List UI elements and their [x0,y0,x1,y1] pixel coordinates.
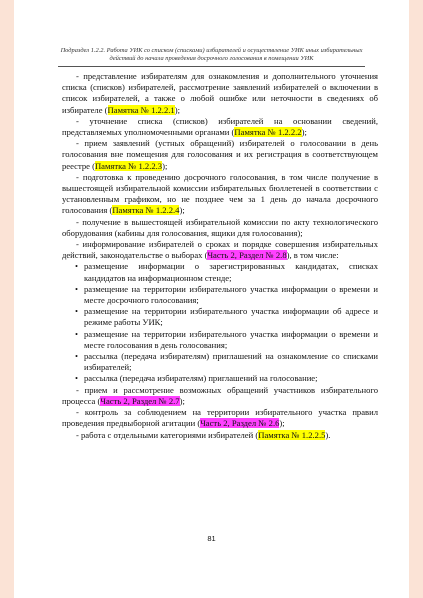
item-text: - контроль за соблюдением на территории избирательного участка правил проведения предвыборной агитации ( [62,407,378,429]
header-line-2: действий до начала проведения досрочного голосования в помещении УИК [109,55,314,62]
item-text: ); [179,205,185,216]
item-text: - уточнение списка (списков) избирателей на основании сведений, представляемых уполномоченными органами ( [62,115,378,138]
memo-link[interactable]: Памятка № 1.2.2.4 [112,205,180,216]
item-text: ); [301,127,307,138]
header-line-1: Подраздел 1.2.2. Работа УИК со списком (списками) избирателей и осуществление УИК иных избирательных [60,47,363,54]
item-text: - представление избирателям для ознакомления и дополнительного уточнения списка (списков) избирателей, рассмотрение заявлений избирателей о включении в список избирателей, а также о любой ошибке или неточности в сведениях об избирателе ( [62,71,378,115]
bullet-item: • рассылка (передача избирателям) приглашений на ознакомление со списками избирателей; [62,351,378,373]
header-rule [58,66,365,67]
list-item [62,239,378,261]
memo-link[interactable]: Памятка № 1.2.2.5 [258,429,326,440]
item-text: ); [162,160,168,171]
section-link[interactable]: Часть 2, Раздел № 2.7 [100,395,180,406]
item-text: - подготовка к проведению досрочного голосования, в том числе получение в вышестоящей избирательной комиссии избирательных бюллетеней в соответствии с установленным графиком, но не позднее чем за 1 день до начала досрочного голосования ( [62,171,378,216]
bullet-item: • размещение на территории избирательного участка информации о времени и месте голосования в день голосования; [62,329,378,351]
item-text: - прием заявлений (устных обращений) избирателей о голосовании в день голосования вне помещения для голосования и их регистрация в соответствующем реестре ( [62,138,378,171]
memo-link[interactable]: Памятка № 1.2.2.3 [94,160,163,171]
item-text: ); [174,104,180,115]
bullet-item: • размещение на территории избирательного участка информации о времени и месте досрочного голосования; [62,284,378,306]
document-page [14,0,409,598]
page-number: 81 [207,534,216,543]
list-item [62,138,378,172]
left-margin-band [0,0,14,598]
page-content [62,71,378,441]
item-text: ), в том числе: [286,250,339,261]
list-item [62,430,378,441]
memo-link[interactable]: Памятка № 1.2.2.2 [234,127,302,138]
list-item [62,385,378,407]
memo-link[interactable]: Памятка № 1.2.2.1 [107,104,175,115]
list-item [62,217,378,239]
list-item [62,71,378,116]
item-text: ); [179,395,185,406]
item-text: - работа с отдельными категориями избирателей ( [76,429,259,440]
bullet-item: • размещение информации о зарегистрированных кандидатах, списках кандидатов на информационном стенде; [62,261,378,283]
section-link[interactable]: Часть 2, Раздел № 2.6 [200,418,280,429]
section-link[interactable]: Часть 2, Раздел № 2.8 [207,250,287,261]
item-text: ); [279,418,285,429]
list-item [62,407,378,429]
list-item [62,172,378,217]
running-header [58,47,365,63]
item-text: - получение в вышестоящей избирательной комиссии по акту технологического оборудования (кабины для голосования, ящики для голосования); [62,216,378,238]
bullet-item: • рассылка (передача избирателям) приглашений на голосование; [62,373,378,384]
item-text: ). [325,429,331,440]
bullet-item: • размещение на территории избирательного участка информации об адресе и режиме работы УИК; [62,306,378,328]
item-text: - прием и рассмотрение возможных обращений участников избирательного процесса ( [62,384,378,406]
list-item [62,116,378,138]
item-text: - информирование избирателей о сроках и порядке совершения избирательных действий, законодательстве о выборах ( [62,239,378,261]
right-margin-band [409,0,423,598]
